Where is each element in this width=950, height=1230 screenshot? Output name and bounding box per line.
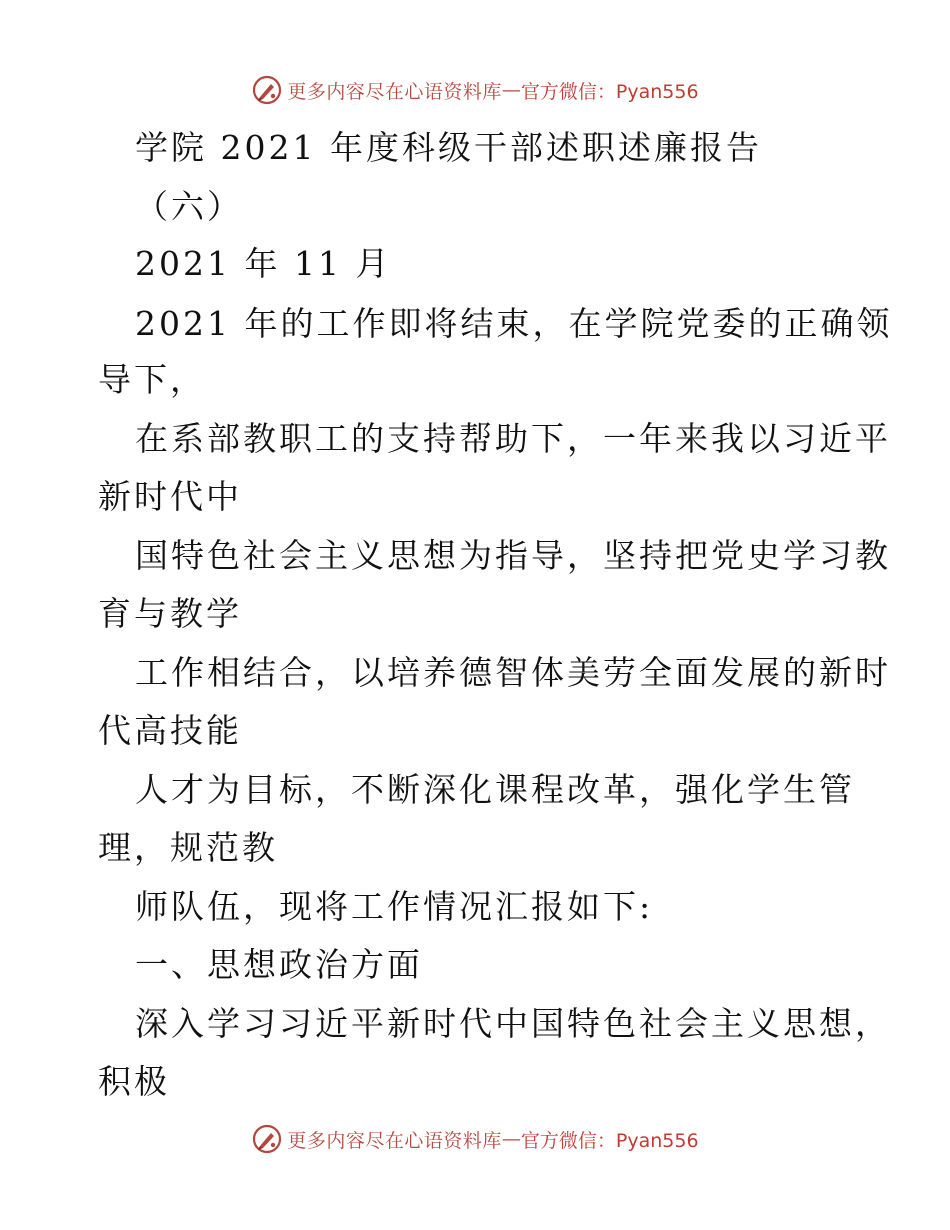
document-date: 2021 年 11 月 xyxy=(135,244,392,283)
paragraph-line: 工作相结合，以培养德智体美劳全面发展的新时 xyxy=(135,653,891,692)
paragraph-line: 代高技能 xyxy=(98,711,242,750)
pen-logo-icon xyxy=(251,74,283,106)
document-title: 学院 2021 年度科级干部述职述廉报告 xyxy=(135,128,762,167)
watermark-text: 更多内容尽在心语资料库 xyxy=(287,1129,502,1152)
footer-watermark xyxy=(0,1122,950,1156)
paragraph-line: 国特色社会主义思想为指导，坚持把党史学习教 xyxy=(135,536,891,575)
watermark-separator: — xyxy=(501,79,521,101)
paragraph-line: 积极 xyxy=(98,1062,170,1101)
paragraph-line: 理，规范教 xyxy=(98,828,278,867)
paragraph-line: 在系部教职工的支持帮助下，一年来我以习近平 xyxy=(135,419,891,458)
document-subtitle: （六） xyxy=(135,187,243,226)
paragraph-line: 导下， xyxy=(98,360,206,399)
watermark-text: 更多内容尽在心语资料库 xyxy=(287,80,502,103)
section-heading: 一、思想政治方面 xyxy=(135,945,423,984)
paragraph-line: 师队伍，现将工作情况汇报如下: xyxy=(135,887,654,926)
watermark-contact: 官方微信：Pyan556 xyxy=(520,1129,699,1152)
watermark-separator: — xyxy=(501,1128,521,1150)
paragraph-line: 深入学习习近平新时代中国特色社会主义思想， xyxy=(135,1004,891,1043)
paragraph-line: 2021 年的工作即将结束，在学院党委的正确领 xyxy=(135,304,893,343)
paragraph-line: 人才为目标，不断深化课程改革，强化学生管 xyxy=(135,770,855,809)
header-watermark xyxy=(0,73,950,107)
paragraph-line: 新时代中 xyxy=(98,477,242,516)
pen-logo-icon xyxy=(251,1123,283,1155)
watermark-contact: 官方微信：Pyan556 xyxy=(520,80,699,103)
paragraph-line: 育与教学 xyxy=(98,594,242,633)
